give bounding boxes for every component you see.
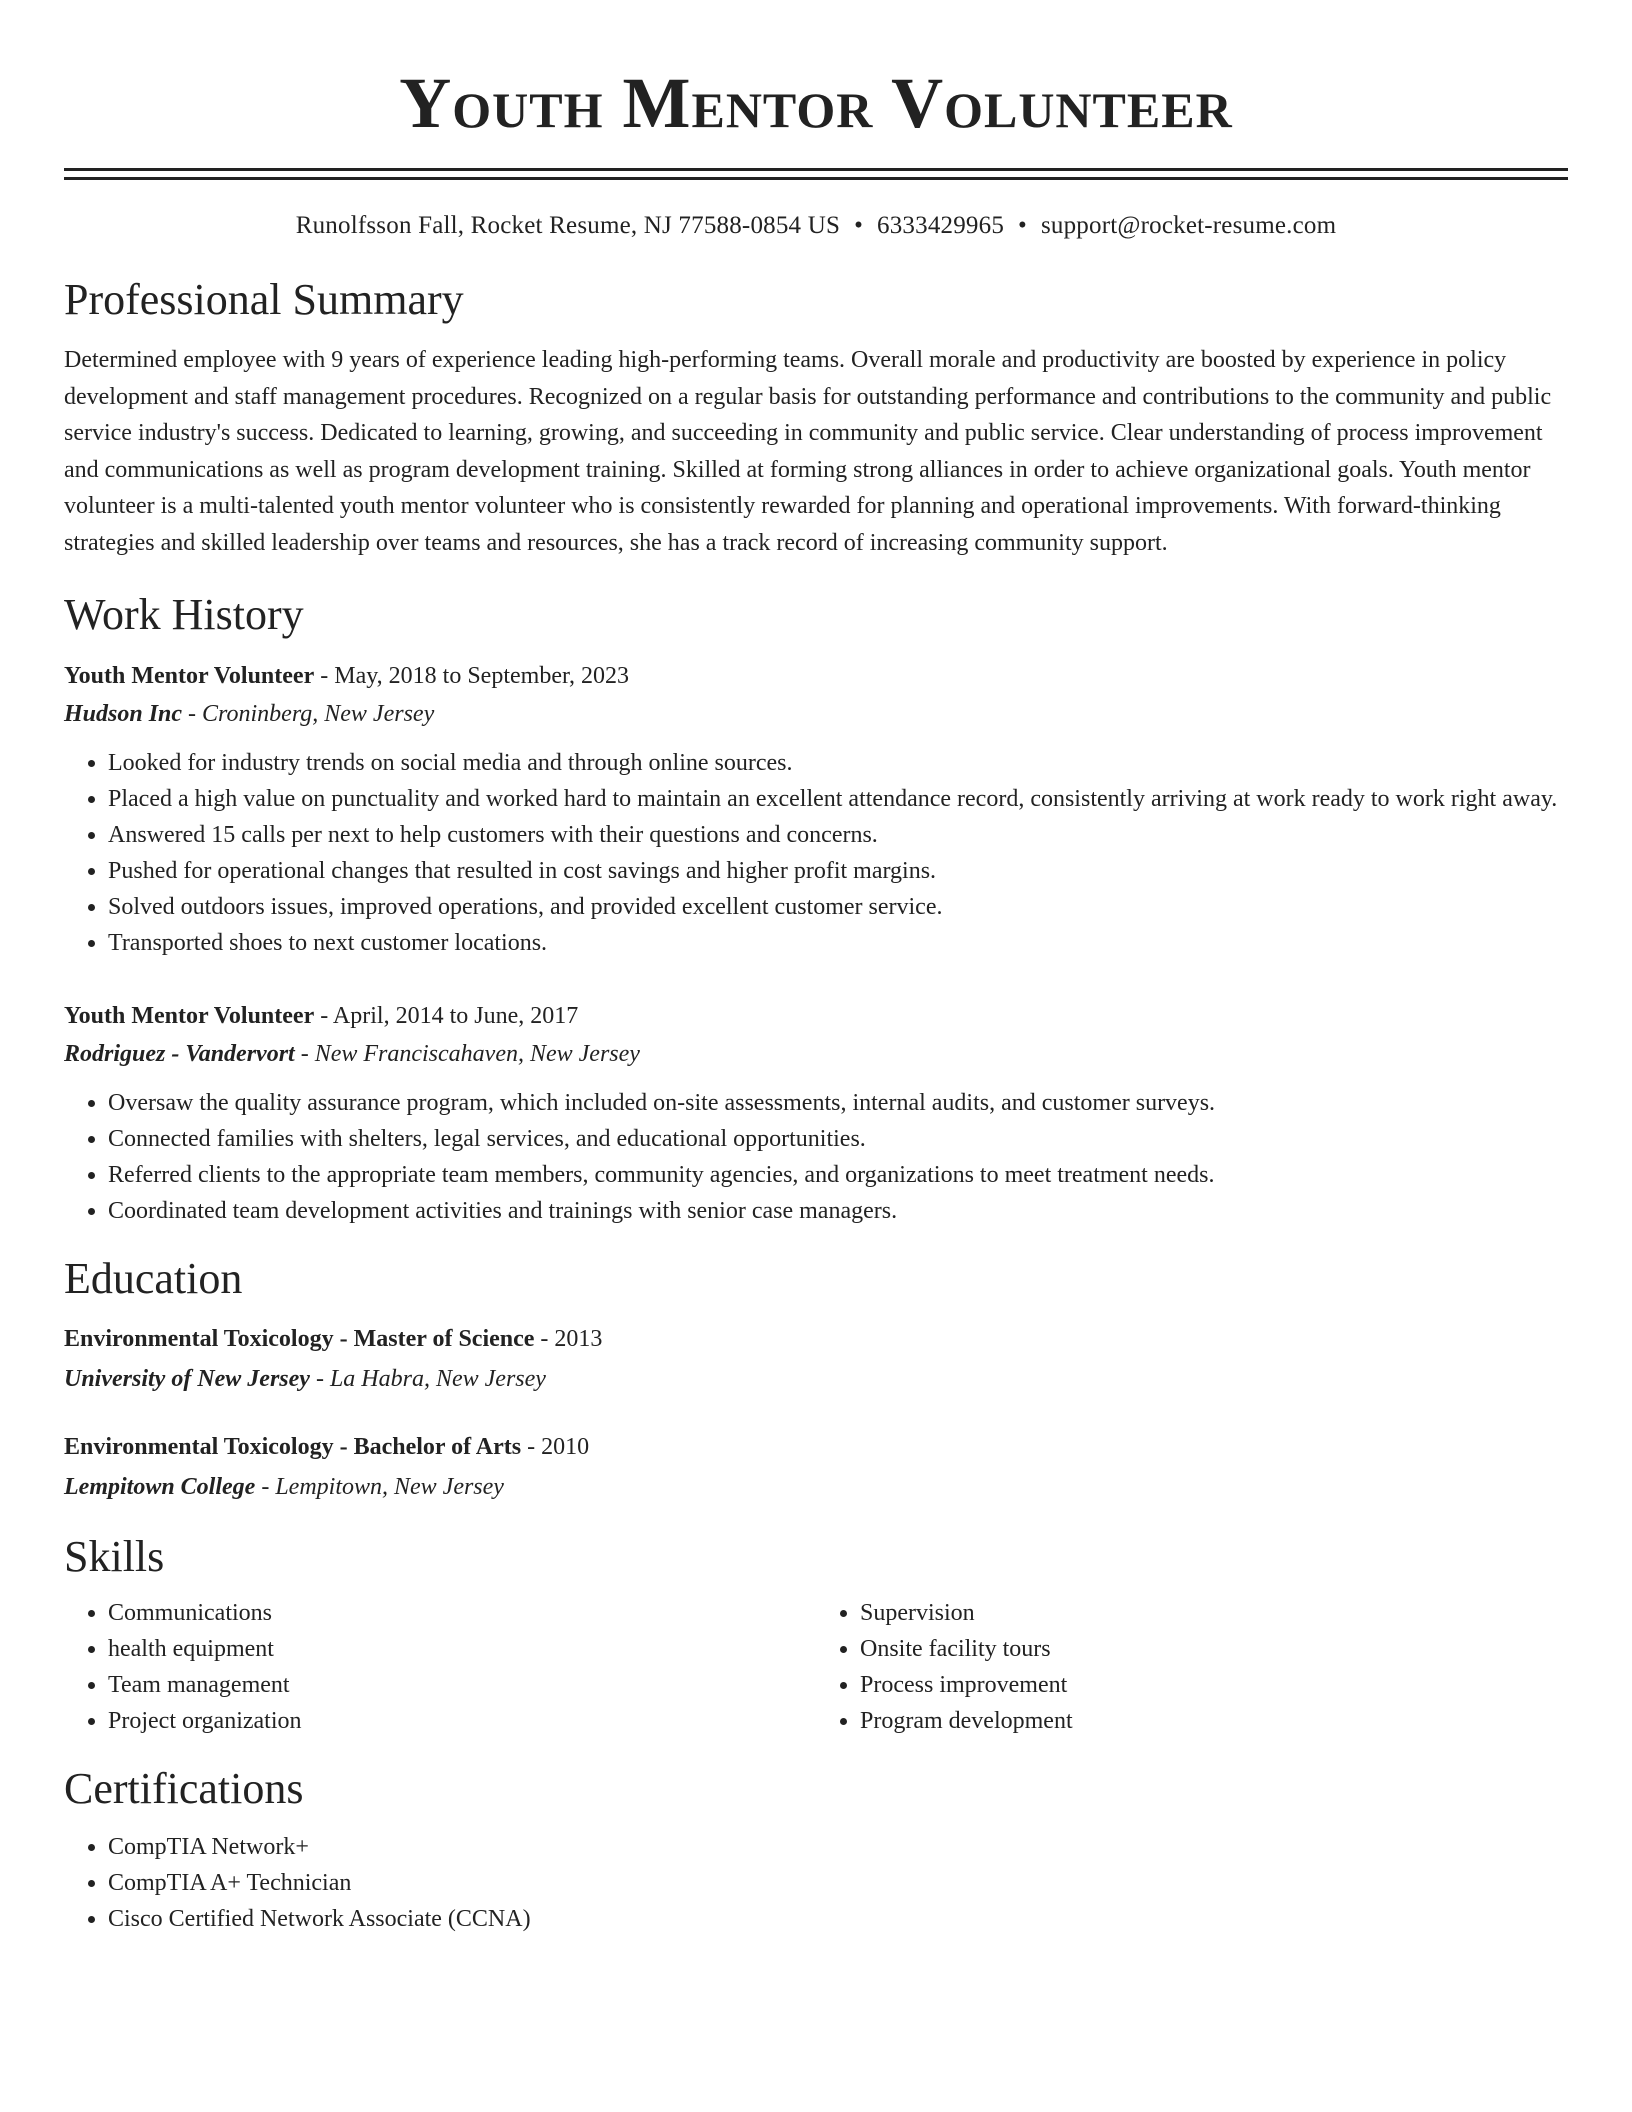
certification-item: • CompTIA A+ Technician [108, 1865, 1568, 1901]
title-divider-bottom [64, 177, 1568, 180]
education-location: - Lempitown, New Jersey [255, 1474, 504, 1500]
job-entry [64, 997, 1568, 1229]
job-location: - Croninberg, New Jersey [182, 701, 435, 727]
contact-separator: • [854, 212, 864, 239]
job-title: Youth Mentor Volunteer [64, 1003, 315, 1029]
title-divider-top [64, 168, 1568, 171]
job-company: Rodriguez - Vandervort [64, 1041, 295, 1067]
contact-address: Runolfsson Fall, Rocket Resume, NJ 77588-0854 US [295, 212, 841, 239]
list-item: • Solved outdoors issues, improved operations, and provided excellent customer service. [108, 889, 1568, 925]
education-heading: Education [64, 1254, 243, 1303]
skill-item: • Team management [108, 1667, 816, 1703]
job-location: - New Franciscahaven, New Jersey [294, 1041, 640, 1067]
certification-item: • Cisco Certified Network Associate (CCNA) [108, 1901, 1568, 1937]
skill-item: • Onsite facility tours [860, 1631, 1568, 1667]
education-location: - La Habra, New Jersey [309, 1366, 546, 1392]
list-item: • Looked for industry trends on social media and through online sources. [108, 745, 1568, 781]
list-item: • Referred clients to the appropriate team members, community agencies, and organizations to meet treatment needs. [108, 1157, 1568, 1193]
certifications-heading: Certifications [64, 1764, 304, 1813]
education-degree-line [64, 1319, 1568, 1359]
skill-item: • Project organization [108, 1703, 816, 1739]
list-item: • Transported shoes to next customer locations. [108, 925, 1568, 961]
skill-item: • Supervision [860, 1595, 1568, 1631]
summary-text: Determined employee with 9 years of experience leading high-performing teams. Overall morale and productivity are boosted by experience in policy development and staff management procedures. Recognized on a regular basis for outstanding performance and contributions to the community and public service industry's success. Dedicated to learning, growing, and succeeding in community and public service. Clear understanding of process improvement and communications as well as program development training. Skilled at forming strong alliances in order to achieve organizational goals. Youth mentor volunteer is a multi-talented youth mentor volunteer who is consistently rewarded for planning and operational improvements. With forward-thinking strategies and skilled leadership over teams and resources, she has a track record of increasing community support. [64, 347, 1552, 556]
education-year: - 2010 [521, 1434, 590, 1460]
skills-column-right [816, 1595, 1568, 1739]
job-bullets [64, 745, 1568, 961]
list-item: • Connected families with shelters, legal services, and educational opportunities. [108, 1121, 1568, 1157]
education-year: - 2013 [534, 1326, 603, 1352]
education-school: University of New Jersey [64, 1366, 310, 1392]
resume-title: Youth Mentor Volunteer [399, 63, 1233, 143]
skills-grid [64, 1595, 1568, 1739]
skills-column-left [64, 1595, 816, 1739]
contact-phone: 6333429965 [877, 212, 1005, 239]
list-item: • Pushed for operational changes that resulted in cost savings and higher profit margins. [108, 853, 1568, 889]
job-header [64, 657, 1568, 695]
certifications-list [64, 1829, 1568, 1937]
list-item: • Oversaw the quality assurance program, which included on-site assessments, internal audits, and customer surveys. [108, 1085, 1568, 1121]
education-entry [64, 1319, 1568, 1399]
job-dates: - May, 2018 to September, 2023 [314, 663, 629, 689]
job-bullets [64, 1085, 1568, 1229]
job-employer [64, 695, 1568, 733]
contact-separator: • [1018, 212, 1027, 239]
education-school-line [64, 1359, 1568, 1399]
work-history-heading: Work History [64, 590, 304, 639]
contact-email: support@rocket-resume.com [1040, 212, 1337, 239]
list-item: • Placed a high value on punctuality and worked hard to maintain an excellent attendance record, consistently arriving at work ready to work right away. [108, 781, 1568, 817]
job-entry [64, 657, 1568, 961]
list-item: • Coordinated team development activities and trainings with senior case managers. [108, 1193, 1568, 1229]
skill-item: • Program development [860, 1703, 1568, 1739]
job-dates: - April, 2014 to June, 2017 [314, 1003, 579, 1029]
certification-item: • CompTIA Network+ [108, 1829, 1568, 1865]
job-employer [64, 1035, 1568, 1073]
education-school: Lempitown College [64, 1474, 256, 1500]
skill-item: • health equipment [108, 1631, 816, 1667]
education-degree: Environmental Toxicology - Master of Science [64, 1326, 535, 1352]
contact-line [64, 208, 1568, 244]
education-school-line [64, 1467, 1568, 1507]
job-title: Youth Mentor Volunteer [64, 663, 315, 689]
skills-heading: Skills [64, 1532, 165, 1581]
skill-item: • Process improvement [860, 1667, 1568, 1703]
education-entry [64, 1427, 1568, 1507]
education-degree: Environmental Toxicology - Bachelor of Arts [64, 1434, 522, 1460]
job-header [64, 997, 1568, 1035]
skill-item: • Communications [108, 1595, 816, 1631]
list-item: • Answered 15 calls per next to help customers with their questions and concerns. [108, 817, 1568, 853]
summary-heading: Professional Summary [64, 275, 464, 324]
education-degree-line [64, 1427, 1568, 1467]
job-company: Hudson Inc [64, 701, 183, 727]
